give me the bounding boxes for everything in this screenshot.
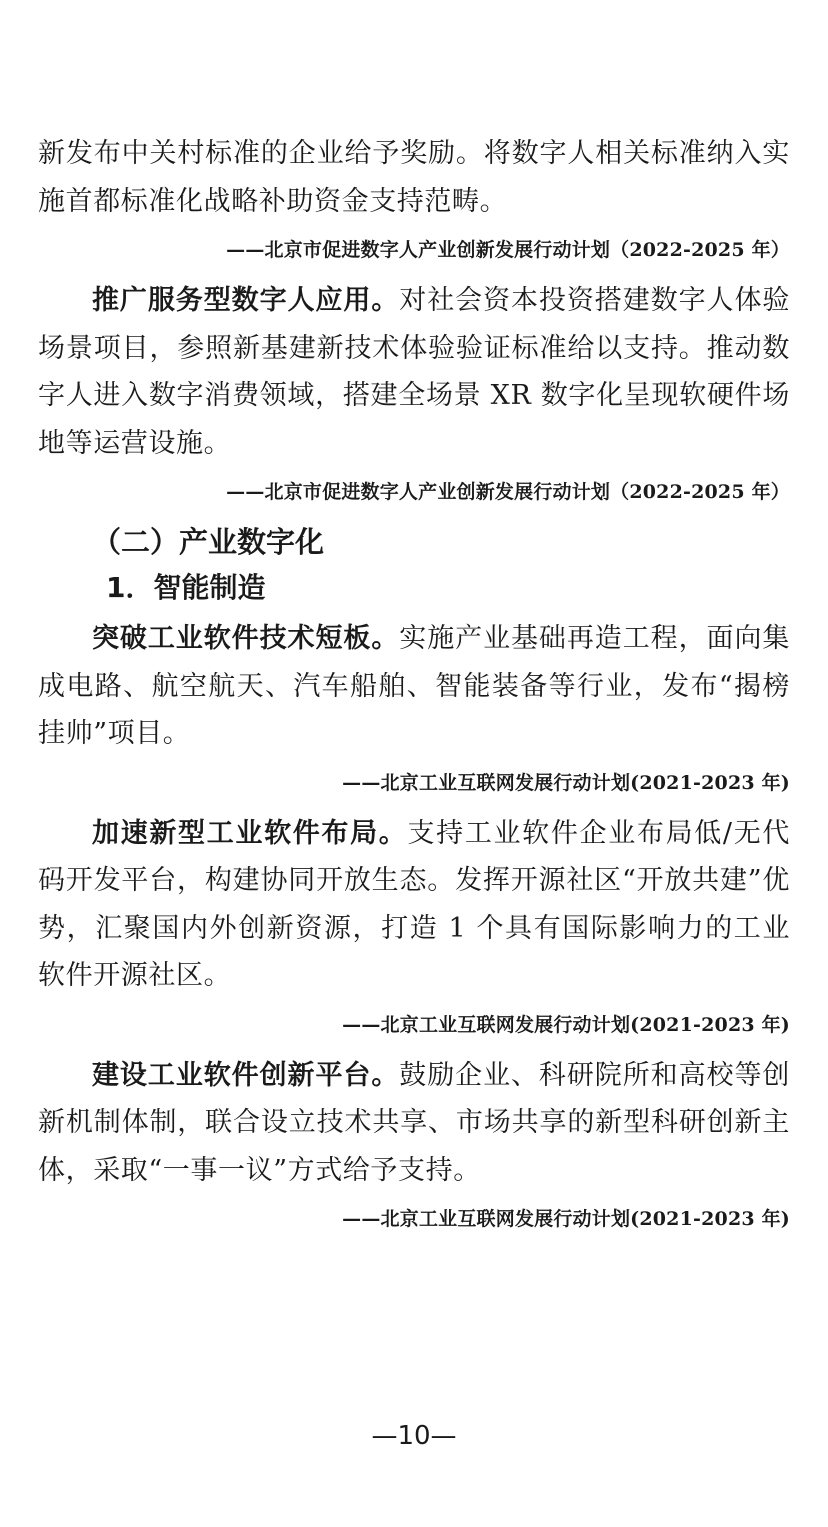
policy-paragraph (38, 1052, 790, 1195)
paragraph-body: 实施产业基础再造工程，面向集成电路、航空航天、汽车船舶、智能装备等行业，发布“揭榜挂帅”项目。 (38, 623, 790, 749)
section-heading: （二）产业数字化 (92, 525, 325, 559)
policy-paragraph (38, 277, 790, 467)
sub-heading: 1．智能制造 (106, 571, 266, 604)
paragraph-lead: 建设工业软件创新平台。 (92, 1059, 400, 1091)
document-page (38, 130, 790, 1246)
continuation-paragraph (38, 130, 790, 225)
paragraph-body: 对社会资本投资搭建数字人体验场景项目，参照新基建新技术体验验证标准给以支持。推动数字人进入数字消费领域，搭建全场景 XR 数字化呈现软硬件场地等运营设施。 (38, 285, 790, 459)
source-citation: ——北京工业互联网发展行动计划(2021-2023 年) (342, 1013, 790, 1036)
paragraph-lead: 推广服务型数字人应用。 (92, 285, 400, 316)
source-citation: ——北京工业互联网发展行动计划(2021-2023 年) (342, 1208, 790, 1230)
source-citation: ——北京市促进数字人产业创新发展行动计划（2022-2025 年） (226, 481, 790, 503)
source-citation: ——北京市促进数字人产业创新发展行动计划（2022-2025 年） (226, 239, 790, 261)
source-citation: ——北京工业互联网发展行动计划(2021-2023 年) (342, 771, 790, 794)
paragraph-body: 新发布中关村标准的企业给予奖励。将数字人相关标准纳入实施首都标准化战略补助资金支持范畴。 (38, 138, 790, 217)
paragraph-body: 鼓励企业、科研院所和高校等创新机制体制，联合设立技术共享、市场共享的新型科研创新主体，采取“一事一议”方式给予支持。 (38, 1059, 790, 1186)
paragraph-body: 支持工业软件企业布局低/无代码开发平台，构建协同开放生态。发挥开源社区“开放共建”优势，汇聚国内外创新资源，打造 1 个具有国际影响力的工业软件开源社区。 (38, 817, 790, 991)
page-number: —10— (371, 1421, 457, 1451)
paragraph-lead: 突破工业软件技术短板。 (92, 623, 400, 654)
paragraph-lead: 加速新型工业软件布局。 (92, 817, 408, 849)
policy-paragraph (38, 810, 790, 1000)
policy-paragraph (38, 615, 790, 758)
